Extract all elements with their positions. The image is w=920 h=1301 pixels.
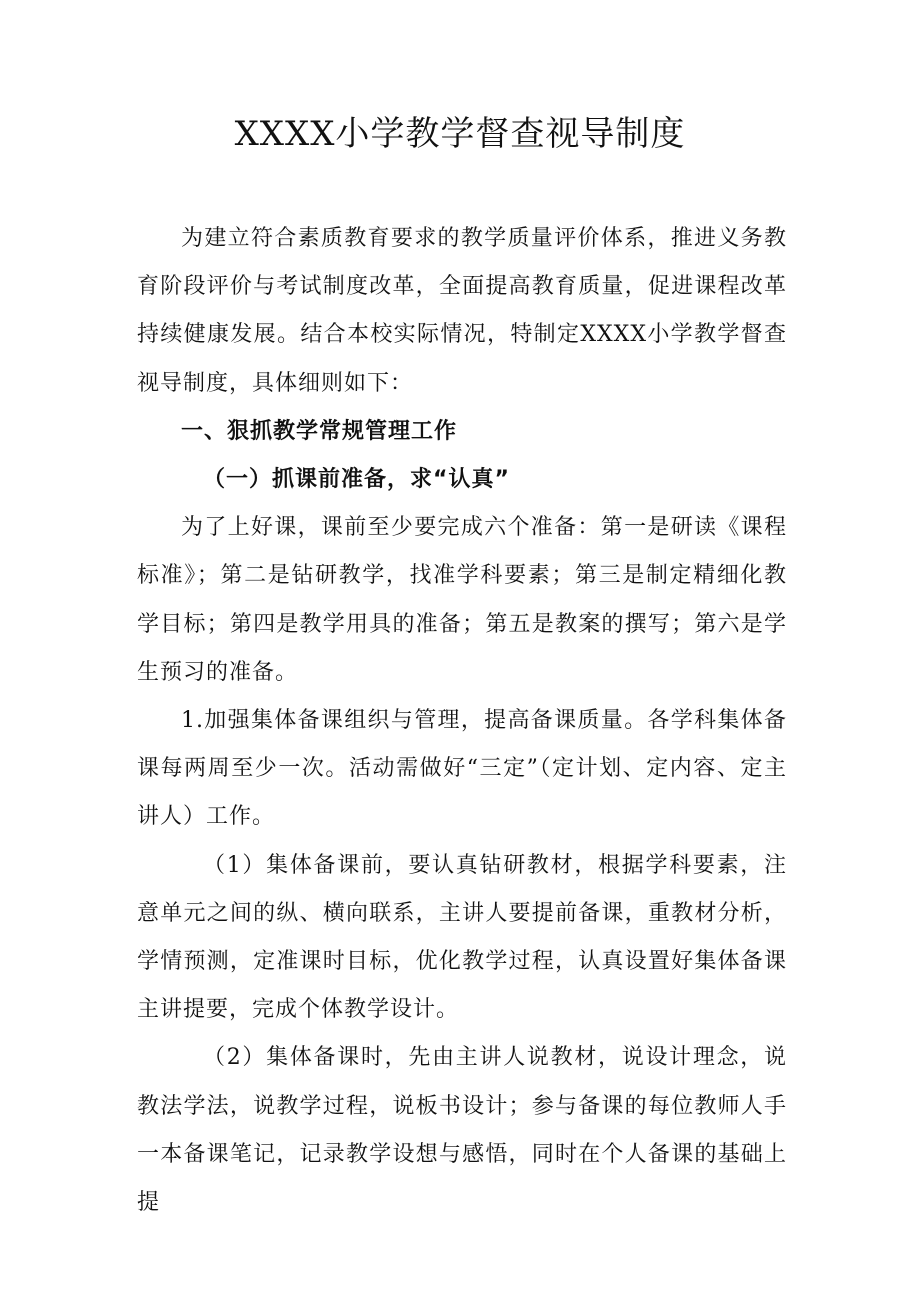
section-heading-1: 一、狠抓教学常规管理工作 [181,418,458,444]
document-title: XXXX小学教学督查视导制度 [234,114,686,154]
item-1-paragraph: 1.加强集体备课组织与管理，提高备课质量。各学科集体备课每两周至少一次。活动需做好“三定”（定计划、定内容、定主讲人）工作。 [137,708,787,830]
item-1-2-paragraph: （2）集体备课时，先由主讲人说教材，说设计理念，说教法学法，说教学过程，说板书设计；参与备课的每位教师人手一本备课笔记，记录教学设想与感悟，同时在个人备课的基础上提 [137,1045,787,1216]
document-body [137,215,787,1227]
prep-paragraph: 为了上好课，课前至少要完成六个准备：第一是研读《课程标准》；第二是钻研教学，找准学科要素；第三是制定精细化教学目标；第四是教学用具的准备；第五是教案的撰写；第六是学生预习的准备。 [137,515,787,685]
item-1-1-paragraph: （1）集体备课前，要认真钻研教材，根据学科要素，注意单元之间的纵、横向联系，主讲人要提前备课，重教材分析，学情预测，定准课时目标，优化教学过程，认真设置好集体备课主讲提要，完成个体教学设计。 [137,852,787,1023]
intro-paragraph: 为建立符合素质教育要求的教学质量评价体系，推进义务教育阶段评价与考试制度改革，全面提高教育质量，促进课程改革持续健康发展。结合本校实际情况，特制定XXXX小学教学督查视导制度，具体细则如下： [137,226,787,396]
subsection-heading-1: （一）抓课前准备，求“认真” [203,467,510,493]
